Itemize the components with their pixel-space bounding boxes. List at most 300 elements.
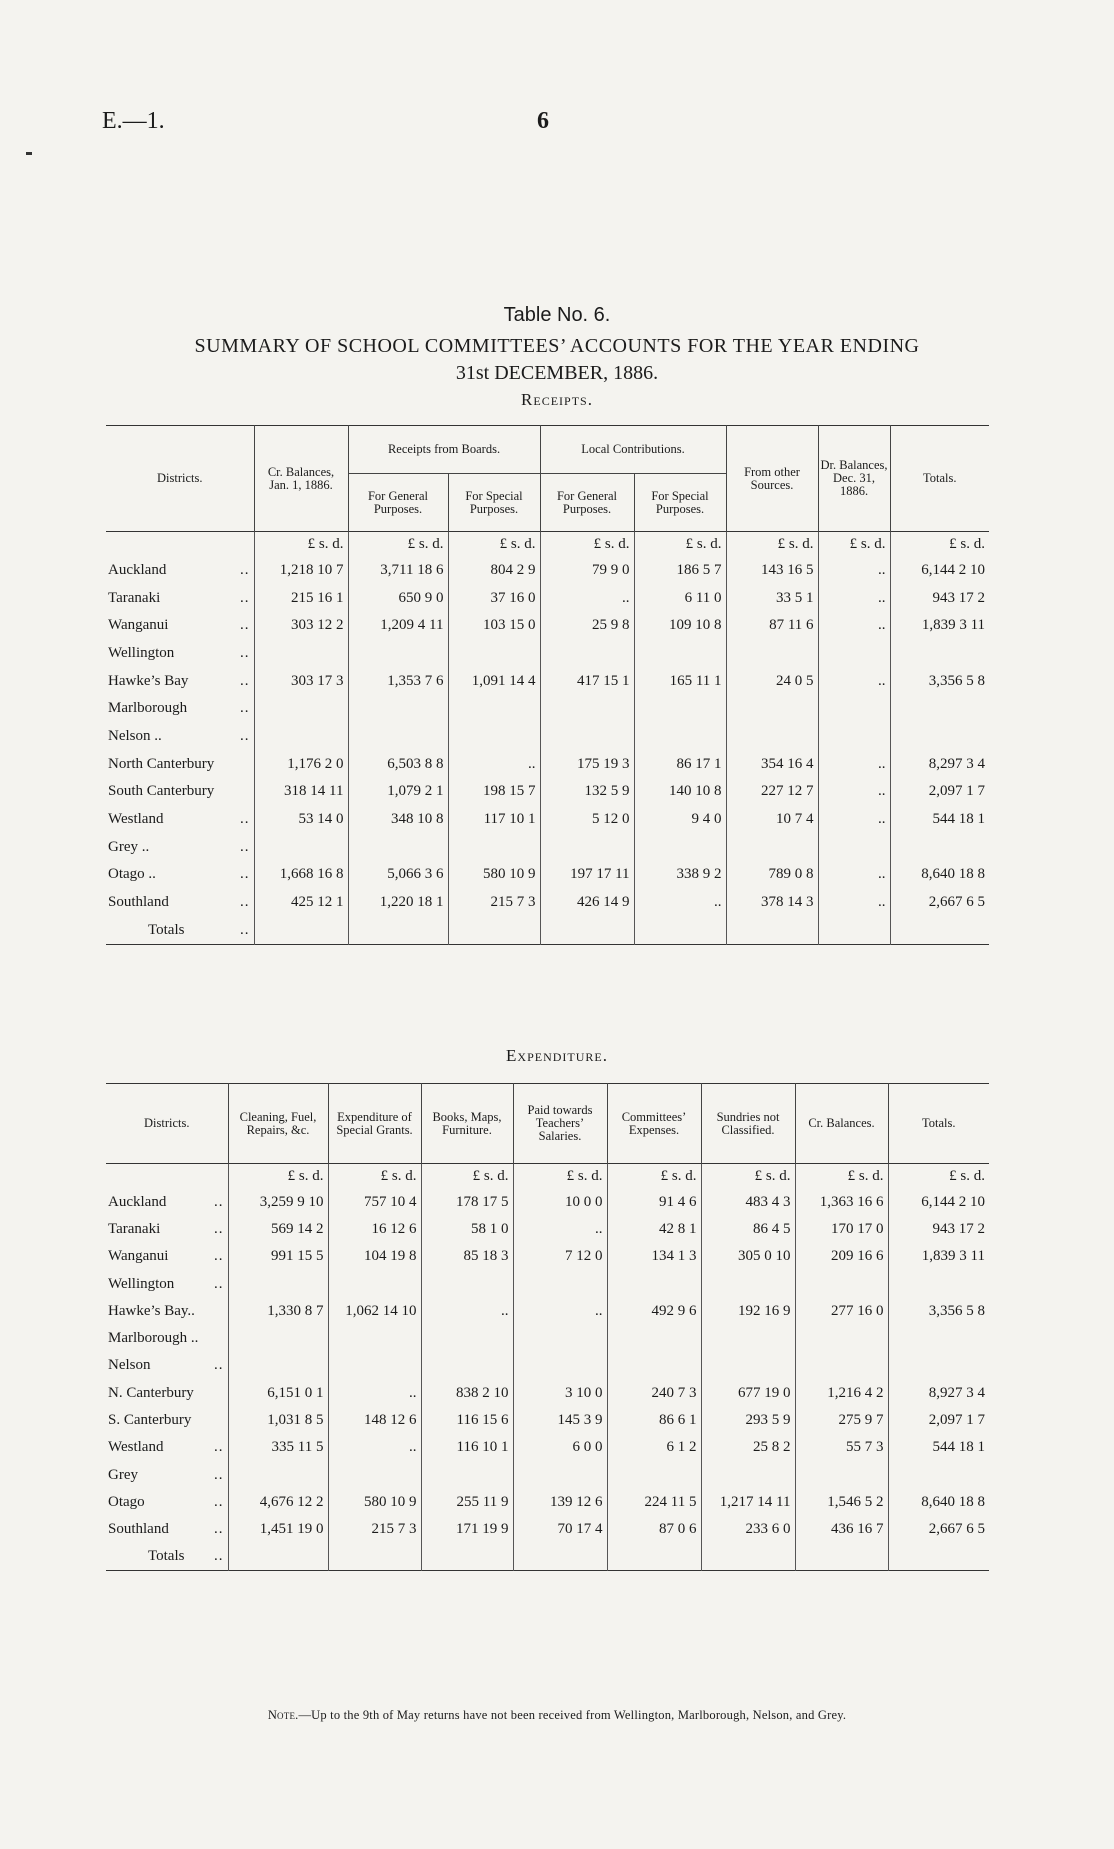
leader-dots: ..: [240, 700, 250, 717]
amount-cell: [513, 1461, 607, 1488]
district-name: Hawke’s Bay..: [108, 1302, 195, 1319]
amount-cell: [634, 640, 726, 668]
amount-cell: 1,218 10 7: [254, 557, 348, 585]
print-speck: [26, 152, 32, 155]
amount-cell: 6 11 0: [634, 584, 726, 612]
amount-cell: 215 7 3: [328, 1516, 421, 1543]
amount-cell: 9 4 0: [634, 806, 726, 834]
amount-cell: 132 5 9: [540, 778, 634, 806]
amount-cell: 303 12 2: [254, 612, 348, 640]
amount-cell: [421, 1543, 513, 1570]
amount-cell: 24 0 5: [726, 667, 818, 695]
amount-cell: 175 19 3: [540, 750, 634, 778]
leader-dots: ..: [214, 1248, 224, 1265]
amount-cell: 117 10 1: [448, 806, 540, 834]
expenditure-units-spacer: [106, 1164, 228, 1189]
district-name: Totals: [148, 921, 185, 938]
amount-cell: 86 17 1: [634, 750, 726, 778]
expenditure-header-books: Books, Maps, Furniture.: [421, 1084, 513, 1164]
district-name: Hawke’s Bay: [108, 672, 189, 689]
amount-cell: 139 12 6: [513, 1489, 607, 1516]
amount-cell: 134 1 3: [607, 1243, 701, 1270]
amount-cell: [701, 1461, 795, 1488]
amount-cell: ..: [328, 1380, 421, 1407]
amount-cell: 1,216 4 2: [795, 1380, 888, 1407]
leader-dots: ..: [240, 727, 250, 744]
amount-cell: 335 11 5: [228, 1434, 328, 1461]
amount-cell: 7 12 0: [513, 1243, 607, 1270]
receipts-header-receipts-from-boards: Receipts from Boards.: [348, 426, 540, 474]
amount-cell: 2,097 1 7: [888, 1407, 989, 1434]
amount-cell: 145 3 9: [513, 1407, 607, 1434]
district-cell: [106, 916, 254, 944]
amount-cell: [818, 916, 890, 944]
amount-cell: 426 14 9: [540, 889, 634, 917]
amount-cell: 53 14 0: [254, 806, 348, 834]
district-cell: [106, 1380, 228, 1407]
leader-dots: ..: [214, 1439, 224, 1456]
currency-units-label: £ s. d.: [448, 532, 540, 557]
table-row: [106, 750, 989, 778]
district-name: Westland: [108, 811, 164, 828]
receipts-header-dr-balances: Dr. Balances, Dec. 31, 1886.: [818, 426, 890, 532]
leader-dots: ..: [214, 1193, 224, 1210]
table-row: [106, 557, 989, 585]
amount-cell: ..: [421, 1298, 513, 1325]
amount-cell: ..: [634, 889, 726, 917]
amount-cell: 16 12 6: [328, 1216, 421, 1243]
amount-cell: ..: [818, 806, 890, 834]
amount-cell: 425 12 1: [254, 889, 348, 917]
currency-units-label: £ s. d.: [818, 532, 890, 557]
district-cell: [106, 1516, 228, 1543]
amount-cell: [348, 916, 448, 944]
amount-cell: 1,176 2 0: [254, 750, 348, 778]
table-row: [106, 1189, 989, 1216]
amount-cell: 103 15 0: [448, 612, 540, 640]
district-name: Auckland: [108, 1193, 167, 1210]
leader-dots: ..: [240, 561, 250, 578]
district-name: Grey: [108, 1466, 138, 1483]
amount-cell: 6,144 2 10: [888, 1189, 989, 1216]
district-name: Wellington: [108, 644, 175, 661]
receipts-section-title: Receipts.: [521, 390, 593, 409]
district-cell: [106, 1216, 228, 1243]
amount-cell: 5 12 0: [540, 806, 634, 834]
currency-units-label: £ s. d.: [540, 532, 634, 557]
receipts-header-other-sources: From other Sources.: [726, 426, 818, 532]
amount-cell: [328, 1325, 421, 1352]
amount-cell: 4,676 12 2: [228, 1489, 328, 1516]
leader-dots: ..: [214, 1548, 224, 1565]
amount-cell: 3 10 0: [513, 1380, 607, 1407]
district-cell: [106, 1270, 228, 1297]
amount-cell: [634, 723, 726, 751]
receipts-header-boards-general: For General Purposes.: [348, 474, 448, 532]
amount-cell: [421, 1461, 513, 1488]
leader-dots: ..: [240, 894, 250, 911]
amount-cell: 55 7 3: [795, 1434, 888, 1461]
amount-cell: 227 12 7: [726, 778, 818, 806]
expenditure-section-title: Expenditure.: [506, 1046, 608, 1065]
amount-cell: 186 5 7: [634, 557, 726, 585]
table-row: [106, 1325, 989, 1352]
amount-cell: 6 0 0: [513, 1434, 607, 1461]
amount-cell: 677 19 0: [701, 1380, 795, 1407]
amount-cell: 1,217 14 11: [701, 1489, 795, 1516]
amount-cell: 58 1 0: [421, 1216, 513, 1243]
amount-cell: [448, 695, 540, 723]
currency-units-label: £ s. d.: [795, 1164, 888, 1189]
amount-cell: 5,066 3 6: [348, 861, 448, 889]
currency-units-label: £ s. d.: [513, 1164, 607, 1189]
amount-cell: 991 15 5: [228, 1243, 328, 1270]
district-cell: [106, 778, 254, 806]
district-cell: [106, 1352, 228, 1379]
amount-cell: ..: [818, 667, 890, 695]
district-cell: [106, 723, 254, 751]
amount-cell: 165 11 1: [634, 667, 726, 695]
amount-cell: 79 9 0: [540, 557, 634, 585]
district-cell: [106, 557, 254, 585]
amount-cell: [890, 723, 989, 751]
amount-cell: [328, 1543, 421, 1570]
amount-cell: 86 4 5: [701, 1216, 795, 1243]
receipts-header-totals: Totals.: [890, 426, 989, 532]
leader-dots: ..: [240, 644, 250, 661]
amount-cell: [888, 1543, 989, 1570]
amount-cell: 86 6 1: [607, 1407, 701, 1434]
amount-cell: 109 10 8: [634, 612, 726, 640]
district-cell: [106, 1325, 228, 1352]
amount-cell: [348, 640, 448, 668]
receipts-header-boards-special: For Special Purposes.: [448, 474, 540, 532]
table-row: [106, 1461, 989, 1488]
district-name: Southland: [108, 1521, 169, 1538]
amount-cell: [513, 1325, 607, 1352]
amount-cell: 3,356 5 8: [888, 1298, 989, 1325]
district-name: Wellington: [108, 1275, 175, 1292]
table-row: [106, 806, 989, 834]
amount-cell: ..: [818, 557, 890, 585]
amount-cell: [818, 833, 890, 861]
amount-cell: [228, 1543, 328, 1570]
district-cell: [106, 1461, 228, 1488]
amount-cell: 116 10 1: [421, 1434, 513, 1461]
district-cell: [106, 750, 254, 778]
amount-cell: [818, 723, 890, 751]
amount-cell: [348, 723, 448, 751]
document-reference: E.—1.: [102, 108, 165, 134]
amount-cell: ..: [818, 861, 890, 889]
district-name: Wanganui: [108, 1248, 169, 1265]
district-name: N. Canterbury: [108, 1384, 194, 1401]
amount-cell: 1,546 5 2: [795, 1489, 888, 1516]
table-row: [106, 778, 989, 806]
footnote-lead: Note.: [267, 1708, 299, 1722]
amount-cell: [448, 640, 540, 668]
amount-cell: 1,330 8 7: [228, 1298, 328, 1325]
expenditure-table: [106, 1083, 989, 1571]
district-cell: [106, 1489, 228, 1516]
table-row: [106, 1243, 989, 1270]
district-cell: [106, 861, 254, 889]
amount-cell: 10 0 0: [513, 1189, 607, 1216]
amount-cell: [890, 916, 989, 944]
district-name: Taranaki: [108, 589, 161, 606]
amount-cell: [254, 695, 348, 723]
page-number: 6: [537, 108, 549, 134]
currency-units-label: £ s. d.: [890, 532, 989, 557]
amount-cell: 1,091 14 4: [448, 667, 540, 695]
amount-cell: [701, 1325, 795, 1352]
table-row: [106, 1516, 989, 1543]
amount-cell: 255 11 9: [421, 1489, 513, 1516]
district-cell: [106, 1434, 228, 1461]
leader-dots: ..: [240, 921, 250, 938]
amount-cell: [795, 1461, 888, 1488]
table-row: [106, 695, 989, 723]
amount-cell: 1,353 7 6: [348, 667, 448, 695]
table-row: [106, 667, 989, 695]
amount-cell: 544 18 1: [890, 806, 989, 834]
amount-cell: 8,927 3 4: [888, 1380, 989, 1407]
table-row: [106, 916, 989, 944]
amount-cell: [448, 723, 540, 751]
amount-cell: 25 9 8: [540, 612, 634, 640]
district-cell: [106, 1543, 228, 1570]
amount-cell: 544 18 1: [888, 1434, 989, 1461]
district-name: Auckland: [108, 561, 167, 578]
table-row: [106, 889, 989, 917]
district-cell: [106, 640, 254, 668]
leader-dots: ..: [240, 866, 250, 883]
table-row: [106, 1407, 989, 1434]
district-cell: [106, 695, 254, 723]
amount-cell: [228, 1325, 328, 1352]
amount-cell: [421, 1352, 513, 1379]
amount-cell: 116 15 6: [421, 1407, 513, 1434]
amount-cell: 1,668 16 8: [254, 861, 348, 889]
amount-cell: [421, 1270, 513, 1297]
leader-dots: ..: [240, 617, 250, 634]
amount-cell: [701, 1270, 795, 1297]
receipts-header-districts: Districts.: [157, 471, 203, 485]
leader-dots: ..: [214, 1220, 224, 1237]
amount-cell: 215 16 1: [254, 584, 348, 612]
amount-cell: 25 8 2: [701, 1434, 795, 1461]
district-cell: [106, 612, 254, 640]
amount-cell: [888, 1352, 989, 1379]
amount-cell: [228, 1461, 328, 1488]
currency-units-label: £ s. d.: [228, 1164, 328, 1189]
leader-dots: ..: [240, 838, 250, 855]
amount-cell: 87 0 6: [607, 1516, 701, 1543]
amount-cell: [328, 1270, 421, 1297]
receipts-table: [106, 425, 989, 945]
amount-cell: [890, 833, 989, 861]
district-name: Southland: [108, 894, 169, 911]
amount-cell: 171 19 9: [421, 1516, 513, 1543]
amount-cell: ..: [818, 889, 890, 917]
leader-dots: ..: [240, 589, 250, 606]
amount-cell: [254, 916, 348, 944]
amount-cell: [634, 833, 726, 861]
table-row: [106, 1380, 989, 1407]
receipts-header-local-contributions: Local Contributions.: [540, 426, 726, 474]
amount-cell: ..: [513, 1216, 607, 1243]
receipts-header-local-general: For General Purposes.: [540, 474, 634, 532]
amount-cell: 580 10 9: [448, 861, 540, 889]
amount-cell: 354 16 4: [726, 750, 818, 778]
table-row: [106, 1270, 989, 1297]
amount-cell: [726, 833, 818, 861]
amount-cell: [328, 1352, 421, 1379]
amount-cell: 1,031 8 5: [228, 1407, 328, 1434]
expenditure-header-special-grants: Expenditure of Special Grants.: [328, 1084, 421, 1164]
amount-cell: [607, 1352, 701, 1379]
receipts-units-row: [106, 532, 989, 557]
table-row: [106, 1543, 989, 1570]
amount-cell: [726, 916, 818, 944]
amount-cell: [513, 1352, 607, 1379]
amount-cell: [513, 1543, 607, 1570]
amount-cell: 1,839 3 11: [888, 1243, 989, 1270]
amount-cell: 338 9 2: [634, 861, 726, 889]
amount-cell: [607, 1325, 701, 1352]
amount-cell: ..: [818, 584, 890, 612]
amount-cell: [795, 1543, 888, 1570]
amount-cell: [421, 1325, 513, 1352]
table-row: [106, 612, 989, 640]
amount-cell: 275 9 7: [795, 1407, 888, 1434]
amount-cell: 3,711 18 6: [348, 557, 448, 585]
table-row: [106, 640, 989, 668]
leader-dots: ..: [214, 1466, 224, 1483]
amount-cell: 303 17 3: [254, 667, 348, 695]
table-row: [106, 861, 989, 889]
amount-cell: 178 17 5: [421, 1189, 513, 1216]
amount-cell: 192 16 9: [701, 1298, 795, 1325]
amount-cell: [348, 695, 448, 723]
district-name: Grey ..: [108, 838, 150, 855]
amount-cell: 483 4 3: [701, 1189, 795, 1216]
amount-cell: [254, 723, 348, 751]
amount-cell: [701, 1352, 795, 1379]
district-name: S. Canterbury: [108, 1412, 192, 1429]
expenditure-units-row: [106, 1164, 989, 1189]
amount-cell: 2,667 6 5: [890, 889, 989, 917]
amount-cell: 198 15 7: [448, 778, 540, 806]
footnote-text: —Up to the 9th of May returns have not been received from Wellington, Marlborough, Nelson, and Grey.: [298, 1708, 847, 1722]
amount-cell: 2,097 1 7: [890, 778, 989, 806]
district-name: Nelson ..: [108, 727, 162, 744]
amount-cell: [888, 1325, 989, 1352]
table-title: SUMMARY OF SCHOOL COMMITTEES’ ACCOUNTS FOR THE YEAR ENDING: [194, 335, 920, 357]
amount-cell: 1,209 4 11: [348, 612, 448, 640]
amount-cell: 838 2 10: [421, 1380, 513, 1407]
amount-cell: 6,503 8 8: [348, 750, 448, 778]
amount-cell: [540, 916, 634, 944]
currency-units-label: £ s. d.: [701, 1164, 795, 1189]
district-cell: [106, 584, 254, 612]
amount-cell: 492 9 6: [607, 1298, 701, 1325]
receipts-header-cr-balances: Cr. Balances, Jan. 1, 1886.: [254, 426, 348, 532]
district-cell: [106, 1189, 228, 1216]
amount-cell: 33 5 1: [726, 584, 818, 612]
amount-cell: [448, 916, 540, 944]
amount-cell: 140 10 8: [634, 778, 726, 806]
amount-cell: 943 17 2: [888, 1216, 989, 1243]
district-cell: [106, 806, 254, 834]
amount-cell: 318 14 11: [254, 778, 348, 806]
amount-cell: 42 8 1: [607, 1216, 701, 1243]
amount-cell: ..: [818, 750, 890, 778]
amount-cell: 277 16 0: [795, 1298, 888, 1325]
district-name: Westland: [108, 1439, 164, 1456]
amount-cell: 209 16 6: [795, 1243, 888, 1270]
table-subtitle: 31st DECEMBER, 1886.: [455, 362, 659, 384]
currency-units-label: £ s. d.: [328, 1164, 421, 1189]
amount-cell: 8,640 18 8: [888, 1489, 989, 1516]
district-name: North Canterbury: [108, 755, 215, 772]
amount-cell: [540, 723, 634, 751]
amount-cell: 305 0 10: [701, 1243, 795, 1270]
district-cell: [106, 667, 254, 695]
amount-cell: 143 16 5: [726, 557, 818, 585]
amount-cell: 804 2 9: [448, 557, 540, 585]
amount-cell: 8,297 3 4: [890, 750, 989, 778]
district-name: Marlborough: [108, 700, 188, 717]
table-row: [106, 723, 989, 751]
currency-units-label: £ s. d.: [348, 532, 448, 557]
table-row: [106, 1434, 989, 1461]
amount-cell: [540, 640, 634, 668]
amount-cell: 6,144 2 10: [890, 557, 989, 585]
amount-cell: [890, 695, 989, 723]
amount-cell: [701, 1543, 795, 1570]
amount-cell: 3,259 9 10: [228, 1189, 328, 1216]
amount-cell: 1,062 14 10: [328, 1298, 421, 1325]
district-cell: [106, 833, 254, 861]
leader-dots: ..: [214, 1493, 224, 1510]
amount-cell: 70 17 4: [513, 1516, 607, 1543]
amount-cell: [726, 695, 818, 723]
amount-cell: 3,356 5 8: [890, 667, 989, 695]
leader-dots: ..: [240, 811, 250, 828]
expenditure-header-cr-balances: Cr. Balances.: [795, 1084, 888, 1164]
amount-cell: [888, 1461, 989, 1488]
district-cell: [106, 889, 254, 917]
footnote: [0, 1708, 1114, 1723]
amount-cell: 215 7 3: [448, 889, 540, 917]
amount-cell: [228, 1352, 328, 1379]
amount-cell: 378 14 3: [726, 889, 818, 917]
district-name: Totals: [148, 1548, 185, 1565]
amount-cell: 943 17 2: [890, 584, 989, 612]
table-row: [106, 833, 989, 861]
amount-cell: [726, 723, 818, 751]
amount-cell: 417 15 1: [540, 667, 634, 695]
amount-cell: 569 14 2: [228, 1216, 328, 1243]
amount-cell: ..: [328, 1434, 421, 1461]
amount-cell: 8,640 18 8: [890, 861, 989, 889]
amount-cell: 233 6 0: [701, 1516, 795, 1543]
amount-cell: 650 9 0: [348, 584, 448, 612]
amount-cell: [228, 1270, 328, 1297]
amount-cell: [726, 640, 818, 668]
amount-cell: 6,151 0 1: [228, 1380, 328, 1407]
